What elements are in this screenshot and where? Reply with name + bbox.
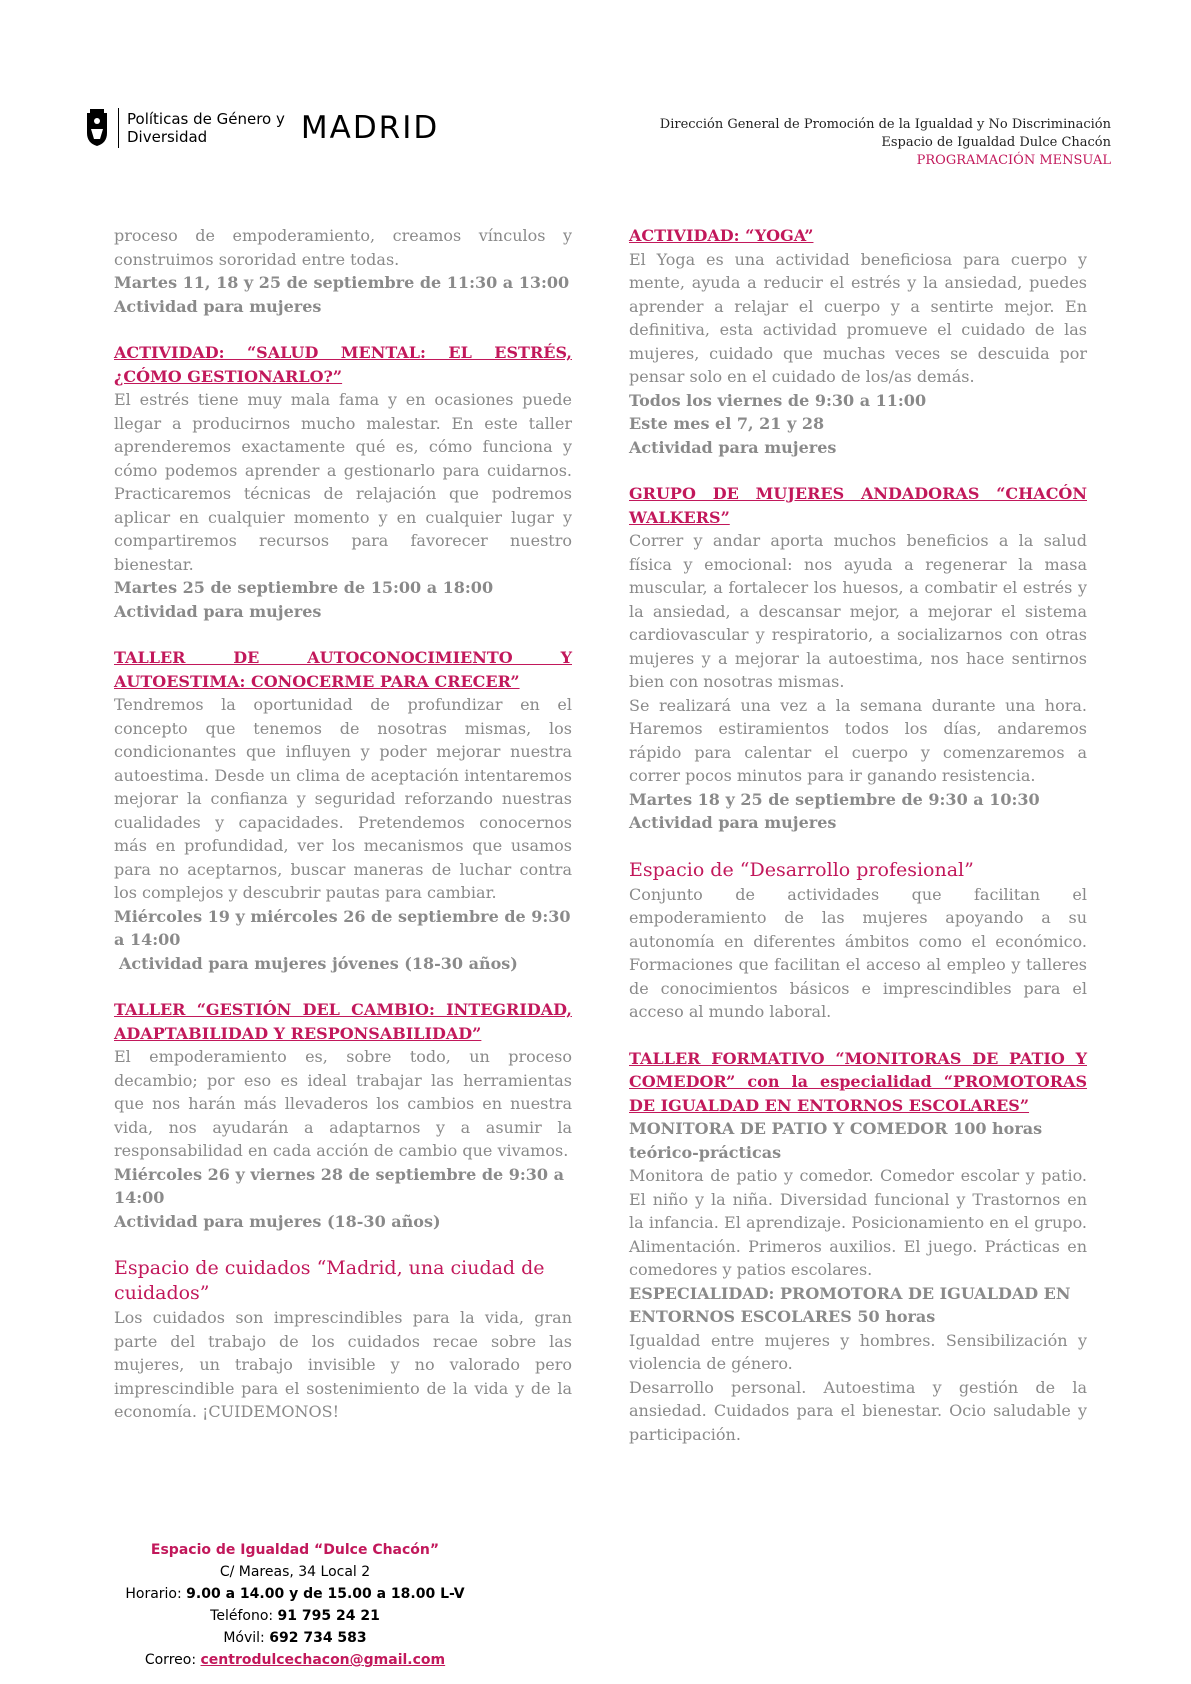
header-department-info xyxy=(660,116,1111,170)
document-type: PROGRAMACIÓN MENSUAL xyxy=(916,153,1111,168)
page-footer xyxy=(110,1539,480,1671)
footer-horario xyxy=(110,1583,480,1605)
intro-date: Martes 11, 18 y 25 de septiembre de 11:30 a 13:00 xyxy=(114,273,570,292)
cambio-date: Miércoles 26 y viernes 28 de septiembre de 9:30 a 14:00 xyxy=(114,1164,564,1207)
logo-department xyxy=(127,110,285,146)
right-column xyxy=(629,224,1087,1446)
department-name: Dirección General de Promoción de la Igualdad y No Discriminación xyxy=(659,117,1111,132)
footer-correo xyxy=(110,1649,480,1671)
movil-label: Móvil: xyxy=(223,1630,270,1646)
auto-date: Miércoles 19 y miércoles 26 de septiembre de 9:30 a 14:00 xyxy=(114,906,571,949)
salud-title: ACTIVIDAD: “SALUD MENTAL: EL ESTRÉS, ¿CÓMO GESTIONARLO?” xyxy=(114,343,572,386)
walkers-date: Martes 18 y 25 de septiembre de 9:30 a 10:30 xyxy=(629,789,1040,809)
walkers-audience: Actividad para mujeres xyxy=(629,813,837,832)
footer-title: Espacio de Igualdad “Dulce Chacón” xyxy=(150,1542,440,1558)
auto-title: TALLER DE AUTOCONOCIMIENTO Y AUTOESTIMA: CONOCERME PARA CRECER” xyxy=(114,648,572,691)
intro-text: proceso de empoderamiento, creamos vínculos y construimos sororidad entre todas. xyxy=(114,226,572,269)
intro-audience: Actividad para mujeres xyxy=(114,296,322,316)
telefono-label: Teléfono: xyxy=(210,1608,278,1624)
cuidados-title: Espacio de cuidados “Madrid, una ciudad de cuidados” xyxy=(114,1257,545,1304)
taller-text-2: Igualdad entre mujeres y hombres. Sensibilización y violencia de género. xyxy=(629,1330,1087,1373)
yoga-audience: Actividad para mujeres xyxy=(629,437,837,457)
salud-audience: Actividad para mujeres xyxy=(114,601,322,621)
correo-label: Correo: xyxy=(144,1652,201,1668)
madrid-logo xyxy=(86,108,439,148)
logo-line-2: Diversidad xyxy=(127,128,208,146)
footer-telefono xyxy=(110,1605,480,1627)
walkers-text-2: Se realizará una vez a la semana durante una hora. Haremos estiramientos todos los días, andaremos rápido para calentar el cuerpo y comenzaremos a correr pocos minutos para ir ganando resistencia. xyxy=(629,695,1087,785)
center-name: Espacio de Igualdad Dulce Chacón xyxy=(881,135,1111,150)
cambio-title: TALLER “GESTIÓN DEL CAMBIO: INTEGRIDAD, ADAPTABILIDAD Y RESPONSABILIDAD” xyxy=(114,1000,572,1043)
salud-text: El estrés tiene muy mala fama y en ocasiones puede llegar a producirnos mucho malestar. En este taller aprenderemos exactamente qué es, cómo funciona y cómo podemos aprender a gestionarlo para cuidarnos. Practicaremos técnicas de relajación que podremos aplicar en cualquier momento y en cualquier lugar y compartiremos recursos para favorecer nuestro bienestar. xyxy=(114,390,572,574)
walkers-title: GRUPO DE MUJERES ANDADORAS “CHACÓN WALKERS” xyxy=(629,484,1087,527)
cambio-audience: Actividad para mujeres (18-30 años) xyxy=(114,1211,441,1231)
prof-text: Conjunto de actividades que facilitan el empoderamiento de las mujeres apoyando a su autonomía en diferentes ámbitos como el económico. Formaciones que facilitan el acceso al empleo y talleres de conocimientos básicos e imprescindibles para el acceso al mundo laboral. xyxy=(629,884,1087,1021)
salud-date: Martes 25 de septiembre de 15:00 a 18:00 xyxy=(114,578,494,597)
prof-title: Espacio de “Desarrollo profesional” xyxy=(629,858,974,881)
cuidados-text: Los cuidados son imprescindibles para la vida, gran parte del trabajo de los cuidados recae sobre las mujeres, un trabajo invisible y no valorado pero imprescindible para el sostenimiento de la vida y de la economía. ¡CUIDEMONOS! xyxy=(114,1308,572,1421)
telefono-value: 91 795 24 21 xyxy=(277,1608,380,1624)
movil-value: 692 734 583 xyxy=(269,1630,367,1646)
taller-text-1: Monitora de patio y comedor. Comedor escolar y patio. El niño y la niña. Diversidad funcional y Trastornos en la infancia. El aprendizaje. Posicionamiento en el grupo. Alimentación. Primeros auxilios. El juego. Prácticas en comedores y patios escolares. xyxy=(629,1166,1087,1279)
left-column xyxy=(114,224,572,1424)
taller-subtitle-2: ESPECIALIDAD: PROMOTORA DE IGUALDAD EN ENTORNOS ESCOLARES 50 horas xyxy=(629,1283,1071,1326)
horario-value: 9.00 a 14.00 y de 15.00 a 18.00 L-V xyxy=(186,1586,465,1602)
taller-subtitle-1: MONITORA DE PATIO Y COMEDOR 100 horas teórico-prácticas xyxy=(629,1119,1043,1162)
auto-audience: Actividad para mujeres jóvenes (18-30 años) xyxy=(119,953,518,973)
footer-address: C/ Mareas, 34 Local 2 xyxy=(219,1564,371,1580)
yoga-date: Todos los viernes de 9:30 a 11:00 xyxy=(629,390,927,410)
walkers-text: Correr y andar aporta muchos beneficios a la salud física y emocional: nos ayuda a regenerar la masa muscular, a fortalecer los huesos, a combatir el estrés y la ansiedad, a descansar mejor, a mejorar el sistema cardiovascular y respiratorio, a socializarnos con otras mujeres y a mejorar la autoestima, nos hace sentirnos bien con nosotras mismas. xyxy=(629,531,1087,691)
yoga-date-2: Este mes el 7, 21 y 28 xyxy=(629,414,825,433)
yoga-title: ACTIVIDAD: “YOGA” xyxy=(629,226,814,245)
auto-text: Tendremos la oportunidad de profundizar en el concepto que tenemos de nosotras mismas, los condicionantes que influyen y poder mejorar nuestra autoestima. Desde un clima de aceptación intentaremos mejorar la confianza y seguridad reforzando nuestras cualidades y capacidades. Pretendemos conocernos más en profundidad, ver los mecanismos que usamos para no aceptarnos, buscar maneras de luchar contra los complejos y descubrir pautas para cambiar. xyxy=(114,695,572,902)
taller-text-3: Desarrollo personal. Autoestima y gestión de la ansiedad. Cuidados para el bienestar. Ocio saludable y participación. xyxy=(629,1377,1087,1444)
taller-title: TALLER FORMATIVO “MONITORAS DE PATIO Y COMEDOR” con la especialidad “PROMOTORAS DE IGUALDAD EN ENTORNOS ESCOLARES” xyxy=(629,1048,1087,1115)
logo-line-1: Políticas de Género y xyxy=(127,110,285,128)
email-link[interactable]: centrodulcechacon@gmail.com xyxy=(200,1652,446,1668)
logo-city: MADRID xyxy=(300,110,440,146)
cambio-text: El empoderamiento es, sobre todo, un proceso decambio; por eso es ideal trabajar las herramientas que nos harán más llevaderos los cambios en nuestra vida, nos ayudarán a adaptarnos y a asumir la responsabilidad en cada acción de cambio que vivamos. xyxy=(114,1047,572,1160)
madrid-shield-icon xyxy=(86,109,108,147)
logo-divider xyxy=(118,108,119,148)
footer-movil xyxy=(110,1627,480,1649)
horario-label: Horario: xyxy=(125,1586,187,1602)
yoga-text: El Yoga es una actividad beneficiosa para cuerpo y mente, ayuda a reducir el estrés y la ansiedad, puedes aprender a relajar el cuerpo y a sentirte mejor. En definitiva, esta actividad promueve el cuidado de las mujeres, cuidado que muchas veces se descuida por pensar solo en el cuidado de los/as demás. xyxy=(629,249,1087,386)
page-header xyxy=(0,0,1191,200)
